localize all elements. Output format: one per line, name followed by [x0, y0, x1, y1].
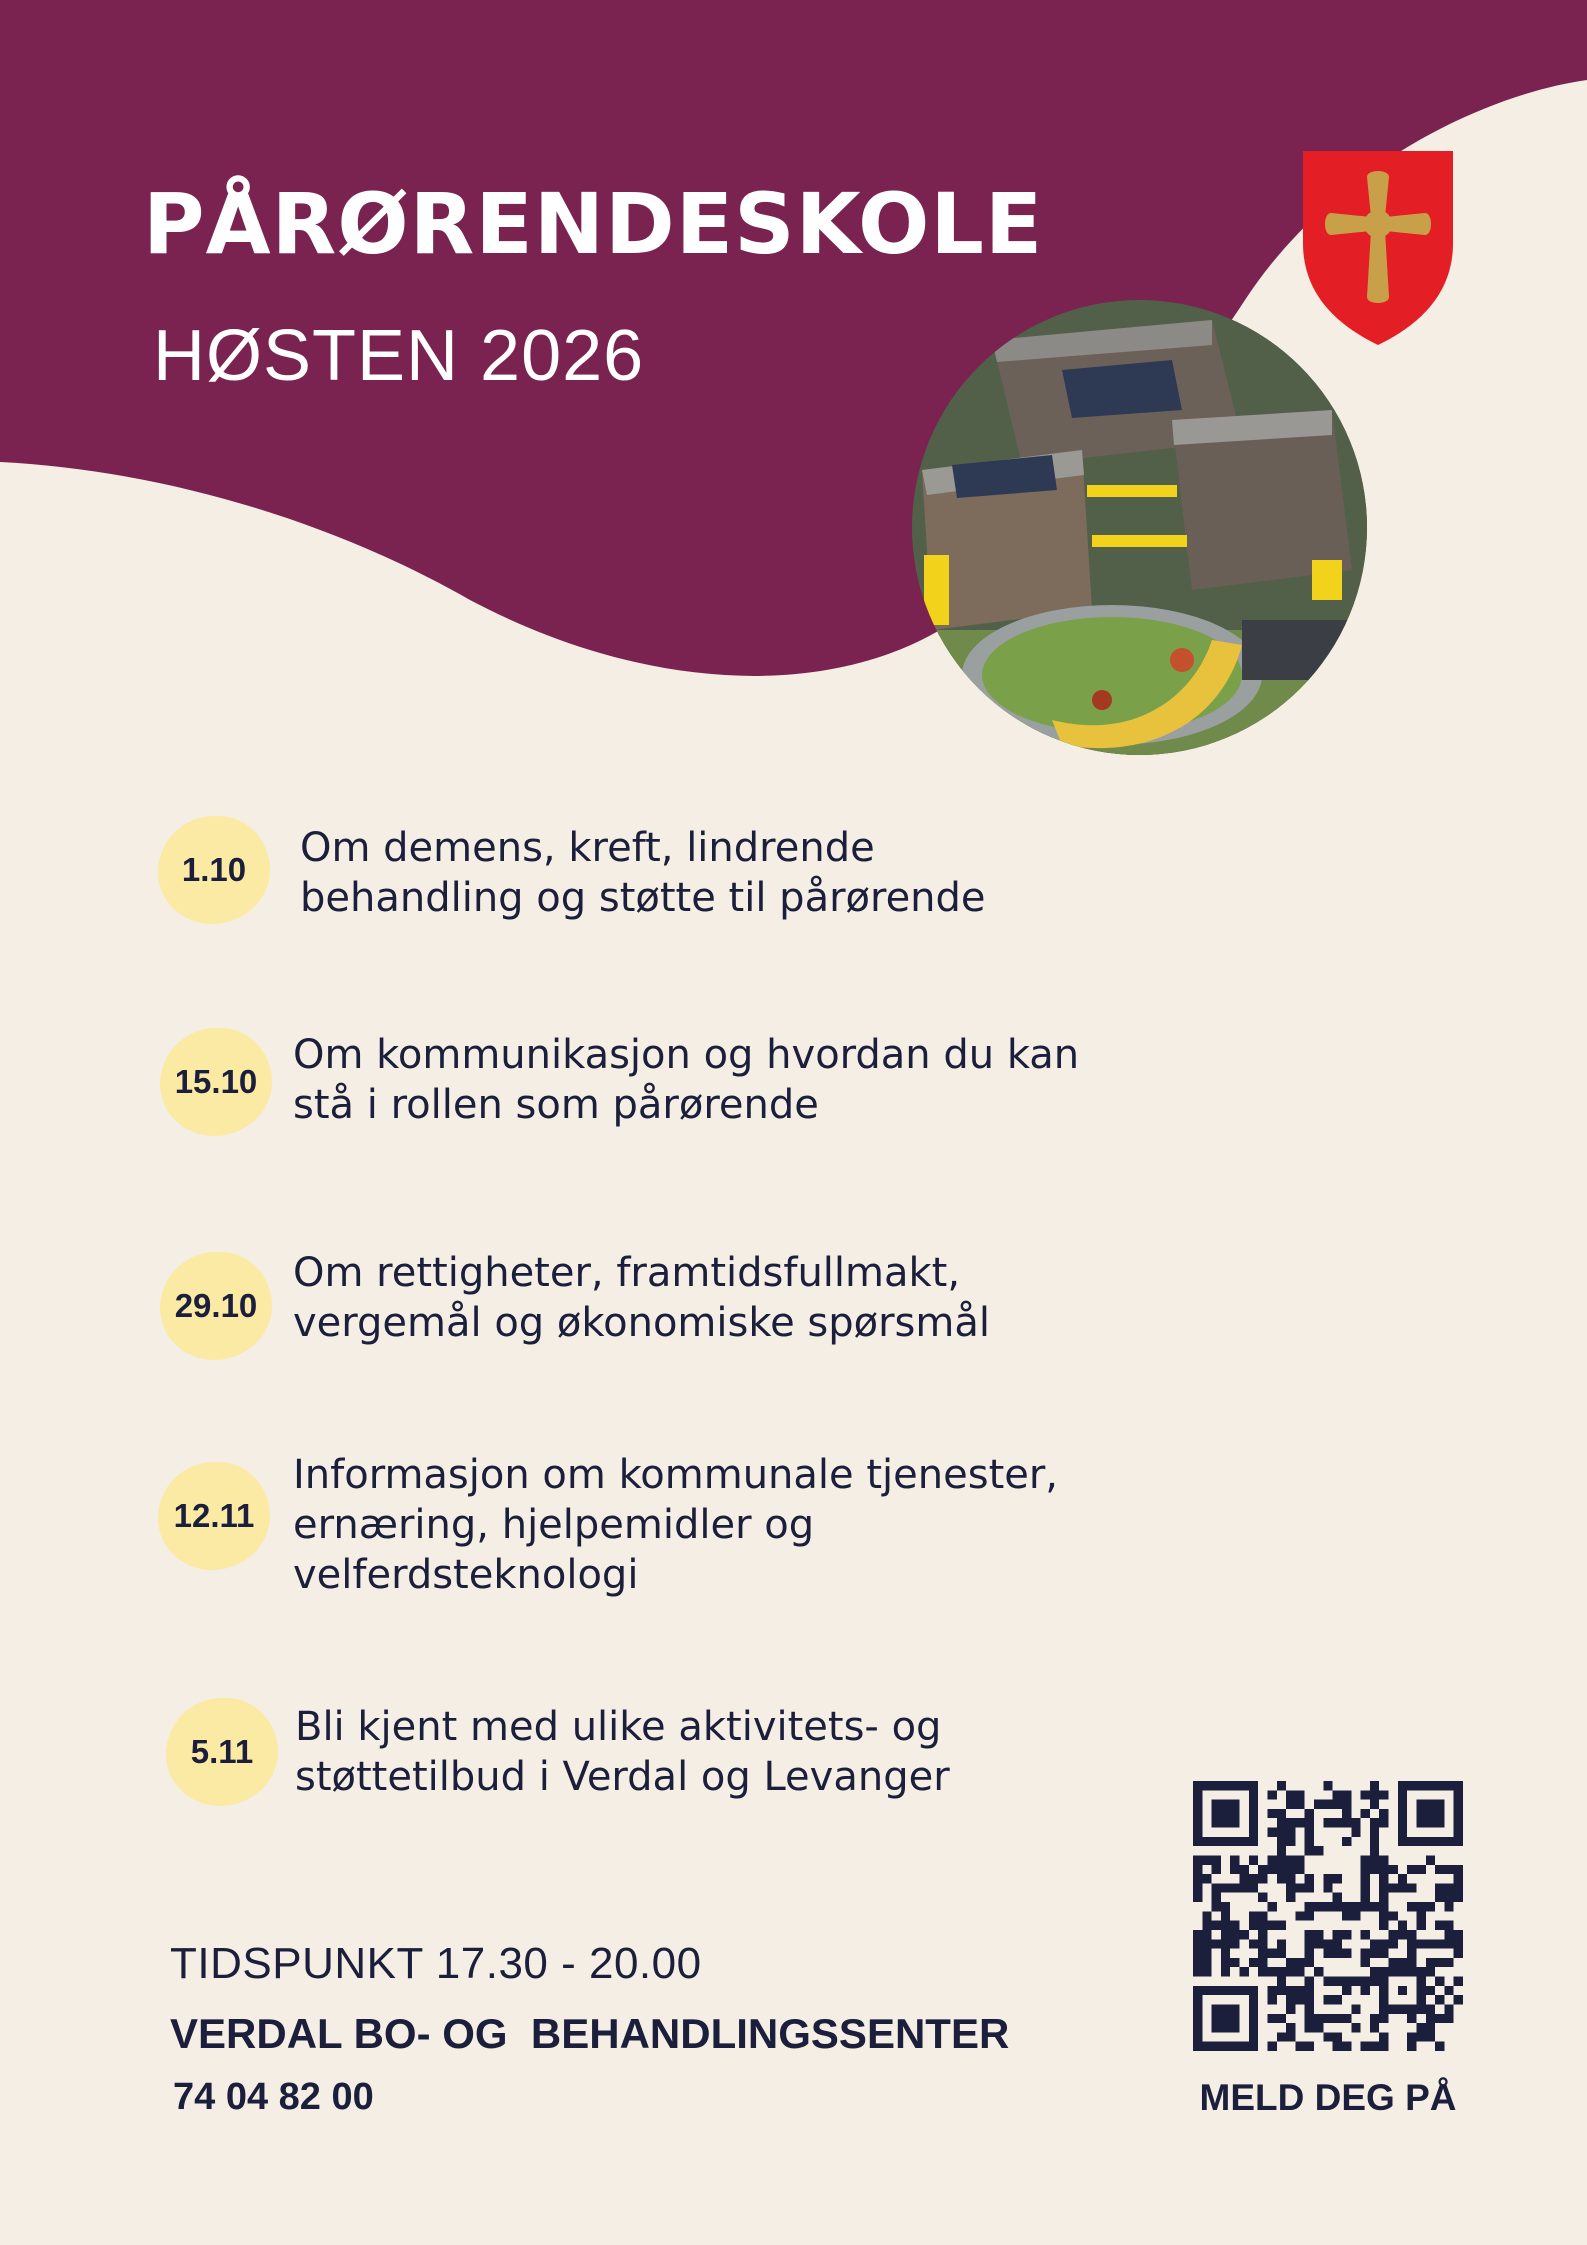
event-description — [293, 1248, 990, 1348]
event-line: Om rettigheter, framtidsfullmakt, — [293, 1250, 961, 1296]
page-subtitle: HØSTEN 2026 — [153, 316, 645, 396]
venue-name: VERDAL BO- OG BEHANDLINGSSENTER — [170, 2010, 1010, 2057]
event-description — [293, 1030, 1079, 1130]
event-line: ernæring, hjelpemidler og — [293, 1502, 815, 1548]
event-line: Bli kjent med ulike aktivitets- og — [295, 1704, 942, 1750]
event-item — [150, 1690, 1200, 1830]
event-item — [150, 1020, 1200, 1160]
event-line: velferdsteknologi — [293, 1552, 639, 1598]
event-line: stå i rollen som pårørende — [293, 1082, 819, 1128]
date-badge — [160, 1028, 272, 1136]
event-date: 12.11 — [173, 1497, 255, 1534]
event-date: 29.10 — [174, 1287, 258, 1324]
event-date: 15.10 — [174, 1063, 258, 1100]
event-line: behandling og støtte til pårørende — [300, 875, 986, 921]
event-line: vergemål og økonomiske spørsmål — [293, 1300, 990, 1346]
event-item — [150, 808, 1200, 948]
event-line: støttetilbud i Verdal og Levanger — [295, 1754, 950, 1800]
page-title: PÅRØRENDESKOLE — [143, 175, 1044, 273]
date-badge — [158, 1462, 270, 1570]
event-item — [150, 1450, 1200, 1630]
date-badge — [158, 816, 270, 924]
qr-code-icon[interactable] — [1193, 1781, 1463, 2051]
signup-label: MELD DEG PÅ — [1199, 2077, 1457, 2118]
event-description — [300, 823, 986, 923]
event-item — [150, 1240, 1200, 1380]
event-line: Om demens, kreft, lindrende — [300, 825, 875, 871]
event-date: 1.10 — [181, 851, 247, 888]
building-aerial-photo — [912, 300, 1367, 755]
date-badge — [166, 1698, 278, 1806]
coat-of-arms-icon — [1297, 147, 1459, 347]
event-date: 5.11 — [190, 1733, 254, 1770]
event-line: Om kommunikasjon og hvordan du kan — [293, 1032, 1080, 1078]
event-description — [293, 1450, 1058, 1600]
event-time: TIDSPUNKT 17.30 - 20.00 — [170, 1939, 702, 1988]
event-description — [295, 1702, 950, 1802]
phone-number: 74 04 82 00 — [173, 2076, 374, 2118]
date-badge — [160, 1252, 272, 1360]
event-line: Informasjon om kommunale tjenester, — [293, 1452, 1059, 1498]
